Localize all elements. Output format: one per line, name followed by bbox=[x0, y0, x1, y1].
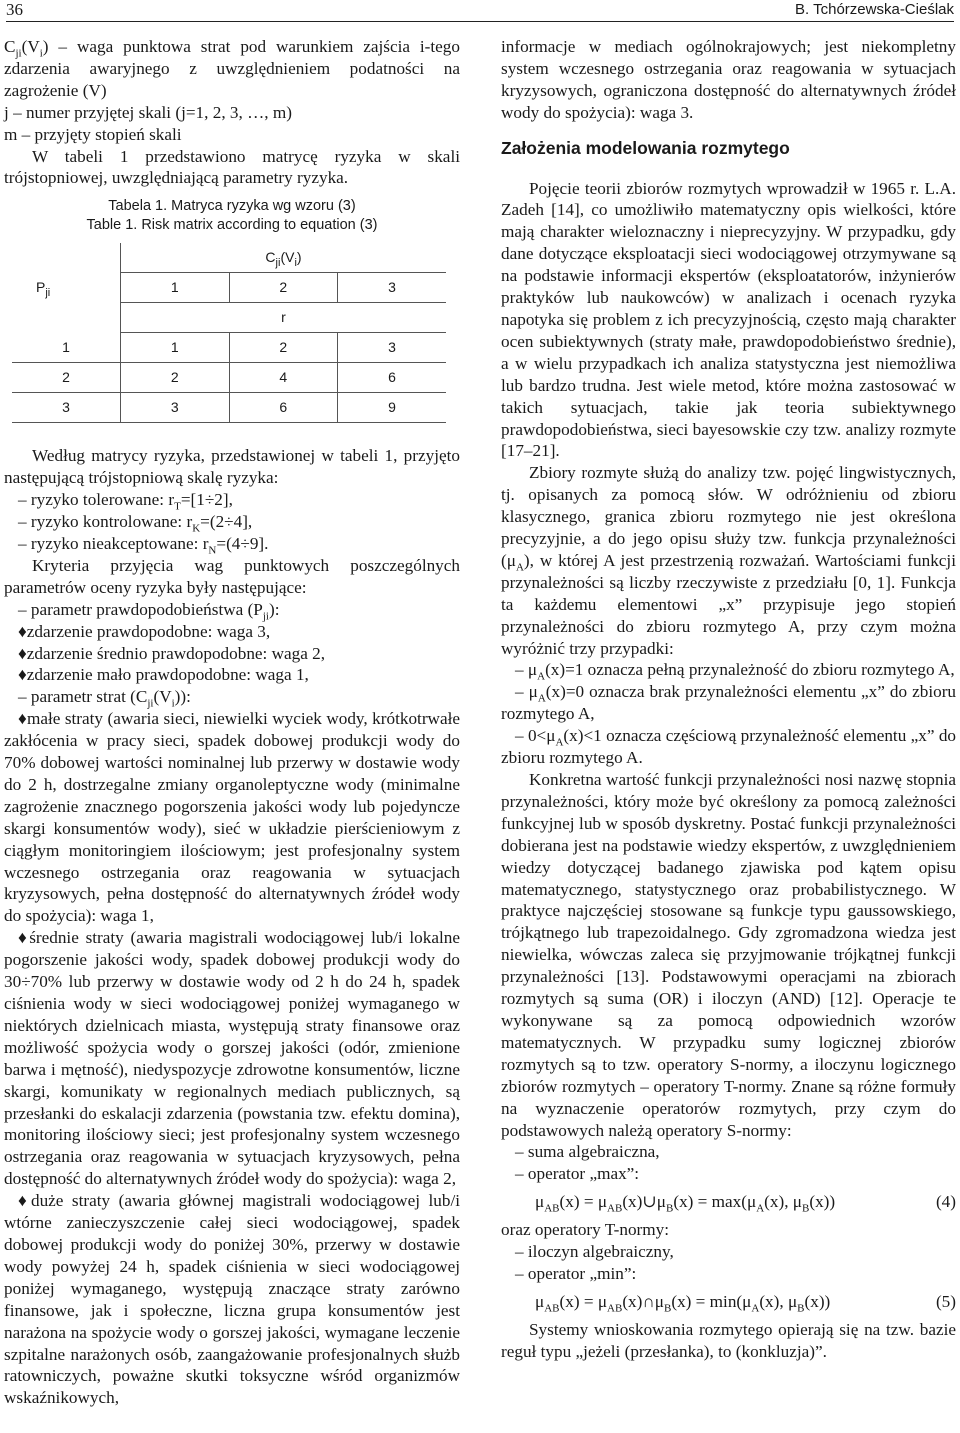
table-cell: 2 bbox=[12, 363, 121, 393]
page-header bbox=[6, 0, 954, 22]
list-item: ♦ średnie straty (awaria magistrali wodociągowej lub/i lokalne pogorszenie jakości wody, spadek dobowej produkcji wody do 30÷70% lub przerwy w dostawie wody od 2 h do 24 h, spadek ciśnienia wody w sieci wodociągowej poniżej wymaganego w niektórych dzielnicach miasta, występują straty finansowe oraz możliwość spożycia wody o gorszej jakości (odór, zmienione barwa i mętność), niedyspozycje zdrowotne konsumentów, liczne skargi, komunikaty w regionalnych mediach publicznych, są przesłanki do eskalacji zdarzenia (powstania tzw. efektu domina), monitoring ilościowy sieci; jest profesjonalny system wczesnego ostrzegania oraz reagowania w sytuacjach kryzysowych, pełna dostępność do alternatywnych źródeł wody do spożycia): waga 2, bbox=[4, 927, 460, 1190]
table-cell: 3 bbox=[338, 273, 447, 303]
paragraph: Według matrycy ryzyka, przedstawionej w tabeli 1, przyjęto następującą trójstopniową skalę ryzyka: bbox=[4, 446, 460, 488]
table-row bbox=[12, 333, 446, 363]
table-cell: 2 bbox=[121, 363, 230, 393]
running-head-author: B. Tchórzewska-Cieślak bbox=[795, 1, 954, 18]
equation-4 bbox=[501, 1191, 956, 1213]
list-item: – ryzyko nieakceptowane: $r_N=(4\div 9]$. bbox=[4, 533, 460, 555]
table-cell: 1 bbox=[12, 333, 121, 363]
list-item: – iloczyn algebraiczny, bbox=[501, 1241, 956, 1263]
table-header-r: r bbox=[121, 303, 447, 333]
list-item: – operator „max”: bbox=[501, 1163, 956, 1185]
table-cell: 2 bbox=[229, 333, 338, 363]
table-row-label-pji: $P_{ji}$ bbox=[36, 278, 51, 299]
risk-matrix-table bbox=[12, 243, 446, 423]
table-cell: 1 bbox=[121, 333, 230, 363]
paragraph: Kryteria przyjęcia wag punktowych poszczególnych parametrów oceny ryzyka były następujące: bbox=[4, 555, 460, 597]
table-caption-en: Table 1. Risk matrix according to equation (3) bbox=[86, 217, 378, 234]
equation-5 bbox=[501, 1291, 956, 1313]
table-cell: 6 bbox=[338, 363, 447, 393]
page-number: 36 bbox=[6, 0, 23, 19]
table-caption-pl: Tabela 1. Matryca ryzyka wg wzoru (3) bbox=[108, 198, 356, 215]
list-item: – parametr strat $(C_{ji}(V_i))$: bbox=[4, 686, 460, 708]
list-item: ♦ duże straty (awaria głównej magistrali wodociągowej lub/i wtórne zanieczyszczenie całej sieci wodociągowej, spadek dobowej produkcji wody do poniżej 30%, przerwy w dostawie wody powyżej 24 h, spadek ciśnienia w sieci wodociągowej poniżej wymaganego, występują znaczące straty zarówno finansowe, jak i społeczne, liczna grupa konsumentów jest narażona na spożycie wody o gorszej jakości, wymagane leczenie szpitalne narażonych osób, zaangażowanie profesjonalnych służb ratowniczych, poważne skutki toksyczne wśród organizmów wskaźnikowych, bbox=[4, 1190, 460, 1409]
table-cell: 2 bbox=[229, 273, 338, 303]
table-header-cji: $C_{ji}(V_i)$ bbox=[121, 243, 447, 273]
paragraph: Konkretna wartość funkcji przynależności nosi nazwę stopnia przynależności, który może być określony za pomocą zależności funkcyjnej lub w sposób dyskretny. Postać funkcji przynależności dobierana jest na podstawie wiedzy ekspertów, z uwzględnieniem wiedzy dotyczącej badanego zjawiska pod kątem opisu matematycznego, statystycznego oraz probabilistycznego. W praktyce najczęściej stosowane są funkcje typu gaussowskiego, trójkątnego lub trapezoidalnego. Gdy zgromadzona wiedza jest niewielka, wówczas zaleca się przyjmowanie trójkątnej funkcji przynależności [13]. Podstawowymi operacjami na zbiorach rozmytych są suma (OR) i iloczyn (AND) [12]. Operacje te wykonywane są za pomocą odpowiednich wzorów matematycznych. W przypadku sumy logicznej zbiorów rozmytych są to tzw. operatory S-normy, a iloczynu logicznego zbiorów rozmytych – operatory T-normy. Znane są różne formuły na wyznaczenie operatorów rozmytych, przy czym do podstawowych należą operatory S-normy: bbox=[501, 770, 956, 1140]
list-item: – $0<\mu_A(x)<1$ oznacza częściową przynależność elementu „x” do zbioru rozmytego A. bbox=[501, 725, 956, 769]
list-item: – $\mu_A(x)=0$ oznacza brak przynależności elementu „x” do zbioru rozmytego A, bbox=[501, 681, 956, 725]
paragraph: informacje w mediach ogólnokrajowych; jest niekompletny system wczesnego ostrzegania oraz reagowania w sytuacjach kryzysowych, ograniczona dostępność do alternatywnych źródeł wody do spożycia): waga 3. bbox=[501, 37, 956, 122]
list-item: – ryzyko tolerowane: $r_T=[1\div 2]$, bbox=[4, 489, 460, 511]
list-item: – $\mu_A(x)=1$ oznacza pełną przynależność do zbioru rozmytego A, bbox=[501, 659, 956, 681]
equation-body: $\mu_{AB}(x)$ = $\mu_{AB}(x)\cup\mu_B(x) = \max(\mu_A(x)$, $\mu_B(x)$) bbox=[535, 1192, 836, 1215]
list-item: ♦ zdarzenie prawdopodobne: waga 3, bbox=[4, 621, 460, 643]
table-cell: 3 bbox=[12, 393, 121, 423]
paragraph: oraz operatory T-normy: bbox=[501, 1220, 670, 1240]
list-item: – ryzyko kontrolowane: $r_K=(2\div 4]$, bbox=[4, 511, 460, 533]
table-cell: 3 bbox=[338, 333, 447, 363]
paragraph: W tabeli 1 przedstawiono matrycę ryzyka w skali trójstopniowej, uwzględniającą parametry ryzyka. bbox=[4, 146, 460, 188]
section-heading: Założenia modelowania rozmytego bbox=[501, 137, 790, 158]
table-cell: 4 bbox=[229, 363, 338, 393]
table-row bbox=[12, 393, 446, 423]
definition-item: j – numer przyjętej skali (j=1, 2, 3, …, m) bbox=[4, 102, 292, 122]
equation-number: (4) bbox=[935, 1192, 956, 1212]
list-item: – operator „min”: bbox=[501, 1263, 956, 1285]
header-rule bbox=[6, 21, 954, 22]
paragraph: Systemy wnioskowania rozmytego opierają się na tzw. bazie reguł typu „jeżeli (przesłanka), to (konkluzja)”. bbox=[501, 1319, 956, 1361]
table-caption bbox=[4, 197, 460, 235]
table-row bbox=[12, 363, 446, 393]
definition-item: $C_{ji}(V_i)$ – waga punktowa strat pod warunkiem zajścia i-tego zdarzenia awaryjnego z uwzględnieniem podatności na zagrożenie (V) bbox=[4, 37, 460, 100]
list-item: ♦ zdarzenie średnio prawdopodobne: waga 2, bbox=[4, 643, 460, 665]
table-cell: 6 bbox=[229, 393, 338, 423]
table-cell: 1 bbox=[121, 273, 230, 303]
list-item: ♦ zdarzenie mało prawdopodobne: waga 1, bbox=[4, 664, 460, 686]
definition-item: m – przyjęty stopień skali bbox=[4, 124, 182, 144]
equation-number: (5) bbox=[935, 1291, 956, 1311]
right-column bbox=[501, 36, 956, 1363]
paragraph: Zbiory rozmyte służą do analizy tzw. pojęć lingwistycznych, tj. opisanych za pomocą słów. W odróżnieniu od zbioru klasycznego, granica zbioru rozmytego nie jest określona precyzyjnie, a do jego opisu służy tzw. funkcja przynależności $(\mu_A)$, w której A jest przestrzenią rozważań. Wartościami funkcji przynależności są liczby rzeczywiste z przedziału [0, 1]. Funkcja ta każdemu elementowi „x” przypisuje jego stopień przynależności do zbioru rozmytego A, przy czym można wyróżnić trzy przypadki: bbox=[501, 463, 956, 658]
paragraph: Pojęcie teorii zbiorów rozmytych wprowadził w 1965 r. L.A. Zadeh [14], co umożliwiło matematyczny opis wielkości, które mają charakter wieloznaczny i nieprecyzyjny. W przypadku, gdy dane dotyczące eksploatacji sieci wodociągowej otrzymywane są na podstawie informacji ekspertów (eksploatatorów, inżynierów praktyków lub naukowców) w analizach i ocenach ryzyka napotyka się problem z ich precyzyjnością, często mają charakter ocen subiektywnych (straty małe, prawdopodobieństwo średnie), a w wielu przypadkach ich analiza statystyczna jest niemożliwa lub bardzo trudna. Jest wiele metod, które można zastosować w takich sytuacjach, takie jak teoria subiektywnego prawdopodobieństwa, sieci bayesowskie czy tzw. analizy rozmyte [17–21]. bbox=[501, 178, 956, 461]
list-item: – parametr prawdopodobieństwa $(P_{ji})$: bbox=[4, 599, 460, 621]
equation-body: $\mu_{AB}(x)$ = $\mu_{AB}(x)\cap\mu_B(x) = \min(\mu_A(x)$, $\mu_B(x)$) bbox=[535, 1291, 831, 1315]
list-item: – suma algebraiczna, bbox=[501, 1141, 956, 1163]
left-column bbox=[4, 36, 460, 1409]
list-item: ♦ małe straty (awaria sieci, niewielki wyciek wody, krótkotrwałe zakłócenia w pracy sieci, spadek dobowej produkcji wody do 70% dobowej wartości nominalnej lub przerwy w dostawie wody do 2 h, dostrzegalne zmiany organoleptyczne wody (minimalne zagrożenie znacznego pogorszenia jakości wody lub pojedyncze skargi konsumentów wody), sieć w układzie pierścieniowym z ciągłym monitoringiem ilościowym; jest profesjonalny system wczesnego ostrzegania oraz reagowania w sytuacjach kryzysowych, pełna dostępność do alternatywnych źródeł wody do spożycia): waga 1, bbox=[4, 708, 460, 927]
table-cell: 3 bbox=[121, 393, 230, 423]
table-cell: 9 bbox=[338, 393, 447, 423]
